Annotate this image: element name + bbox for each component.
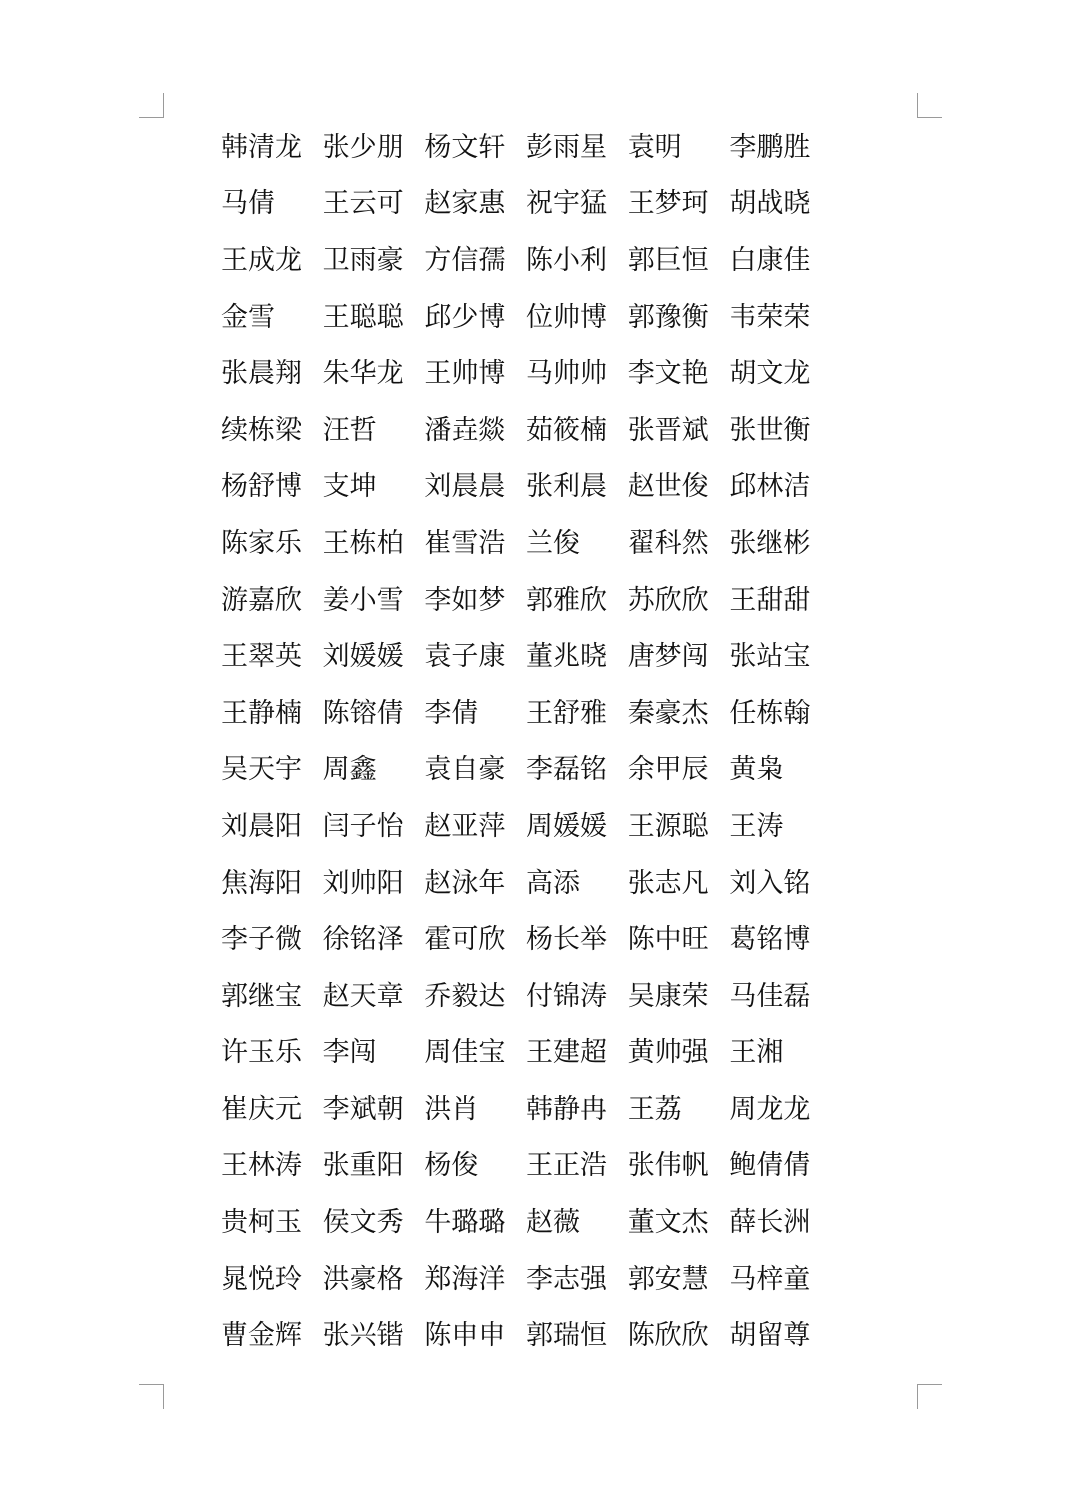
name-cell: 陈家乐 [221,527,302,559]
name-row [221,968,831,1025]
name-cell: 王正浩 [526,1150,608,1182]
name-cell: 闫子怡 [322,810,404,842]
name-cell: 许玉乐 [221,1037,302,1069]
name-cell: 马佳磊 [729,980,811,1012]
name-cell: 李文艳 [627,358,709,390]
name-row [221,119,831,176]
name-cell: 郑海洋 [424,1263,506,1295]
name-row [221,515,831,572]
name-cell: 崔庆元 [221,1093,302,1125]
name-cell: 方信孺 [424,244,506,276]
name-cell: 陈镕倩 [322,697,404,729]
name-cell: 游嘉欣 [221,584,302,616]
name-cell: 赵天章 [322,980,404,1012]
name-cell: 陈小利 [526,244,608,276]
bottom-right-margin-mark [917,1384,942,1409]
name-cell: 韩清龙 [221,131,302,163]
name-row [221,628,831,685]
name-cell: 王舒雅 [526,697,608,729]
name-cell: 李闯 [322,1037,377,1069]
name-cell: 张世衡 [729,414,811,446]
name-cell: 朱华龙 [322,358,404,390]
name-cell: 周龙龙 [729,1093,811,1125]
name-row [221,402,831,459]
name-cell: 袁自豪 [424,754,506,786]
name-cell: 乔毅达 [424,980,506,1012]
name-cell: 李如梦 [424,584,506,616]
name-cell: 郭继宝 [221,980,302,1012]
name-cell: 张兴锴 [322,1320,404,1352]
name-cell: 王源聪 [627,810,709,842]
name-cell: 唐梦闯 [627,641,709,673]
name-cell: 黄枭 [729,754,784,786]
name-cell: 杨文轩 [424,131,506,163]
name-cell: 崔雪浩 [424,527,506,559]
name-cell: 洪豪格 [322,1263,404,1295]
name-row [221,1251,831,1308]
name-cell: 董兆晓 [526,641,608,673]
name-cell: 曹金辉 [221,1320,302,1352]
name-row [221,798,831,855]
name-cell: 张伟帆 [627,1150,709,1182]
name-cell: 侯文秀 [322,1207,404,1239]
name-cell: 祝宇猛 [526,188,608,220]
name-row [221,911,831,968]
name-cell: 马帅帅 [526,358,608,390]
name-cell: 邱少博 [424,301,506,333]
name-cell: 李志强 [526,1263,608,1295]
name-cell: 赵泳年 [424,867,506,899]
name-cell: 秦豪杰 [627,697,709,729]
name-cell: 金雪 [221,301,275,333]
name-cell: 位帅博 [526,301,608,333]
name-row [221,1307,831,1364]
name-cell: 刘入铭 [729,867,811,899]
name-row [221,572,831,629]
name-cell: 鲍倩倩 [729,1150,811,1182]
name-cell: 杨长举 [526,924,608,956]
name-cell: 卫雨豪 [322,244,404,276]
name-cell: 李子微 [221,924,302,956]
name-cell: 张重阳 [322,1150,404,1182]
name-cell: 韦荣荣 [729,301,811,333]
name-cell: 支坤 [322,471,377,503]
name-cell: 徐铭泽 [322,924,404,956]
name-cell: 刘晨晨 [424,471,506,503]
name-cell: 王聪聪 [322,301,404,333]
name-cell: 王甜甜 [729,584,811,616]
name-cell: 洪肖 [424,1093,479,1125]
name-cell: 袁子康 [424,641,506,673]
name-cell: 霍可欣 [424,924,506,956]
name-cell: 赵亚萍 [424,810,506,842]
name-cell: 刘媛媛 [322,641,404,673]
name-cell: 翟科然 [627,527,709,559]
name-row [221,685,831,742]
name-cell: 王静楠 [221,697,302,729]
name-cell: 牛璐璐 [424,1207,506,1239]
name-cell: 续栋梁 [221,414,302,446]
name-cell: 郭巨恒 [627,244,709,276]
name-cell: 王翠英 [221,641,302,673]
name-list [221,119,831,1364]
top-left-margin-mark [139,93,164,118]
name-cell: 王涛 [729,810,784,842]
name-cell: 张站宝 [729,641,811,673]
name-cell: 李鹏胜 [729,131,811,163]
name-cell: 赵世俊 [627,471,709,503]
name-cell: 余甲辰 [627,754,709,786]
name-cell: 张志凡 [627,867,709,899]
name-cell: 刘帅阳 [322,867,404,899]
name-cell: 潘垚燚 [424,414,506,446]
name-cell: 王栋柏 [322,527,404,559]
name-cell: 韩静冉 [526,1093,608,1125]
name-cell: 邱林洁 [729,471,811,503]
name-cell: 杨俊 [424,1150,479,1182]
top-right-margin-mark [917,93,942,118]
name-cell: 王荔 [627,1093,682,1125]
name-cell: 茹筱楠 [526,414,608,446]
name-row [221,289,831,346]
name-cell: 张少朋 [322,131,404,163]
name-row [221,1025,831,1082]
name-cell: 付锦涛 [526,980,608,1012]
name-cell: 袁明 [627,131,682,163]
name-cell: 周佳宝 [424,1037,506,1069]
name-cell: 赵薇 [526,1207,581,1239]
name-cell: 李磊铭 [526,754,608,786]
name-cell: 李斌朝 [322,1093,404,1125]
name-cell: 李倩 [424,697,479,729]
name-row [221,345,831,402]
name-cell: 兰俊 [526,527,581,559]
name-row [221,742,831,799]
bottom-left-margin-mark [139,1384,164,1409]
name-cell: 高添 [526,867,581,899]
name-cell: 陈中旺 [627,924,709,956]
name-cell: 郭瑞恒 [526,1320,608,1352]
name-cell: 陈申申 [424,1320,506,1352]
name-row [221,459,831,516]
name-cell: 任栋翰 [729,697,811,729]
name-cell: 苏欣欣 [627,584,709,616]
name-cell: 陈欣欣 [627,1320,709,1352]
name-cell: 焦海阳 [221,867,302,899]
name-row [221,232,831,289]
name-cell: 王帅博 [424,358,506,390]
name-cell: 黄帅强 [627,1037,709,1069]
name-cell: 胡文龙 [729,358,811,390]
name-cell: 马梓童 [729,1263,811,1295]
name-row [221,176,831,233]
name-cell: 张继彬 [729,527,811,559]
name-cell: 郭安慧 [627,1263,709,1295]
name-cell: 晁悦玲 [221,1263,302,1295]
name-cell: 薛长洲 [729,1207,811,1239]
name-cell: 赵家惠 [424,188,506,220]
name-row [221,1138,831,1195]
name-cell: 刘晨阳 [221,810,302,842]
name-cell: 张利晨 [526,471,608,503]
name-cell: 贵柯玉 [221,1207,302,1239]
name-cell: 郭雅欣 [526,584,608,616]
name-cell: 马倩 [221,188,275,220]
name-cell: 周媛媛 [526,810,608,842]
name-cell: 张晨翔 [221,358,302,390]
name-cell: 白康佳 [729,244,811,276]
name-row [221,1081,831,1138]
name-cell: 王林涛 [221,1150,302,1182]
name-row [221,855,831,912]
name-row [221,1194,831,1251]
name-cell: 王云可 [322,188,404,220]
name-cell: 吴康荣 [627,980,709,1012]
name-cell: 张晋斌 [627,414,709,446]
name-cell: 胡留尊 [729,1320,811,1352]
name-cell: 郭豫衡 [627,301,709,333]
name-cell: 王梦珂 [627,188,709,220]
name-cell: 姜小雪 [322,584,404,616]
name-cell: 吴天宇 [221,754,302,786]
name-cell: 葛铭博 [729,924,811,956]
name-cell: 彭雨星 [526,131,608,163]
name-cell: 杨舒博 [221,471,302,503]
name-cell: 王建超 [526,1037,608,1069]
name-cell: 王成龙 [221,244,302,276]
name-cell: 胡战晓 [729,188,811,220]
name-cell: 周鑫 [322,754,377,786]
name-cell: 王湘 [729,1037,784,1069]
name-cell: 董文杰 [627,1207,709,1239]
name-cell: 汪哲 [322,414,377,446]
